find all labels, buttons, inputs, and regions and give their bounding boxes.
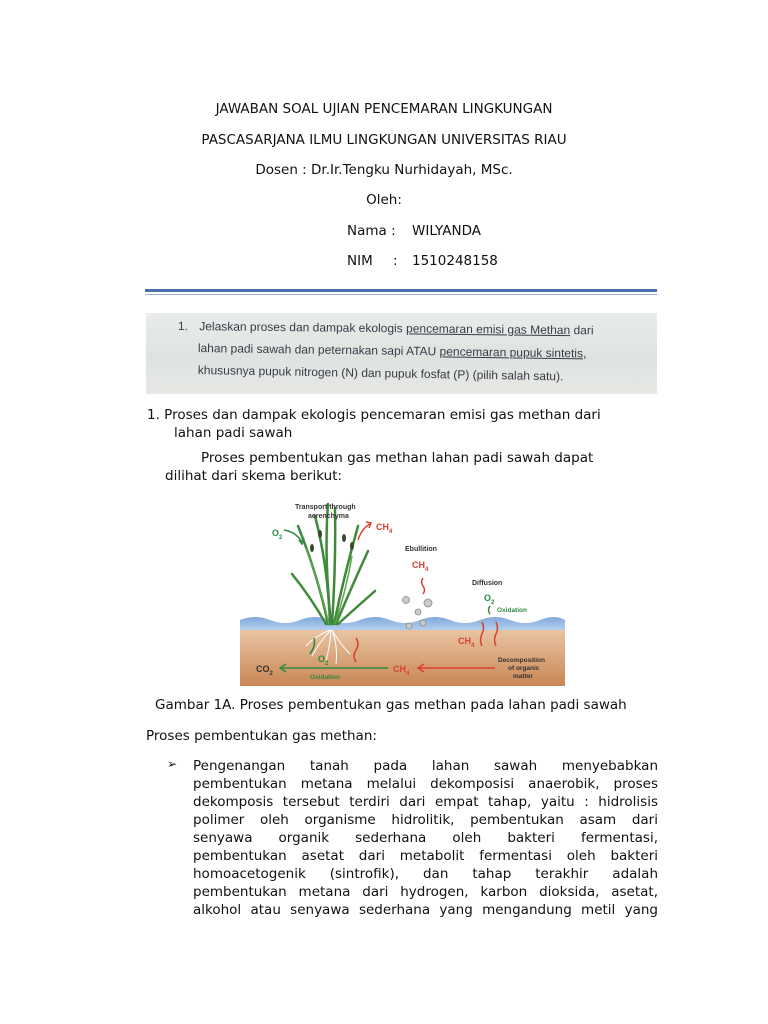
label-ch4-top: CH [376,522,389,532]
bullet-line: alkohol atau senyawa sederhana yang mengandung metil yang [193,902,658,918]
label-ch4-bottom: CH [393,664,406,674]
label-ebullition: Ebullition [405,546,437,553]
question-line2-pre: lahan padi sawah dan peternakan sapi ATAU [197,341,437,359]
svg-text:CH4: $CH_4$ [412,560,429,573]
question-line2-underlined: pencemaran pupuk sintetis, [439,344,587,361]
process-subheading: Proses pembentukan gas methan: [146,728,377,744]
label-transport-2: aerenchyma [308,513,349,520]
header-divider [145,289,657,292]
label-decomposition-2: of organic [508,665,540,672]
bullet-line: pembentukan metana dari hydrogen, karbon dioksida, asetat, [193,884,658,900]
answer-heading-line2: lahan padi sawah [174,425,293,441]
intro-line1: Proses pembentukan gas methan lahan padi sawah dapat [201,450,594,466]
label-co2: CO [256,664,270,674]
svg-text:Oxidation [497,607,527,614]
svg-text:CH4: $CH_4$ [393,664,410,677]
by-line: Oleh: [366,192,402,208]
svg-text:Decomposition [498,657,545,664]
bullet-paragraph [193,757,658,919]
label-oxidation-top: Oxidation [497,607,527,614]
answer-heading-line1: 1. Proses dan dampak ekologis pencemaran emisi gas methan dari [147,407,601,423]
svg-text:of organic [508,665,540,672]
question-line1-post: dari [573,323,594,338]
bullet-line: homoacetogenik (sintrofik), dan tahap terakhir adalah [193,866,658,882]
label-o2-top: O [272,528,280,538]
bullet-line: Pengenangan tanah pada lahan sawah menyebabkan [193,758,658,774]
nim-colon: : [393,253,398,269]
figure-caption: Gambar 1A. Proses pembentukan gas methan pada lahan padi sawah [155,697,627,713]
label-ch4-diffusion: CH [458,636,471,646]
label-transport-1: Transport through [295,504,356,511]
lecturer-line: Dosen : Dr.Ir.Tengku Nurhidayah, MSc. [255,162,513,178]
label-decomposition-3: matter [513,673,533,680]
nim-value: 1510248158 [412,253,498,269]
svg-text:O2: $O_2$ [484,593,495,606]
svg-text:Diffusion [472,580,502,587]
label-ch4-ebullition: CH [412,560,425,570]
bullet-line: pembentukan asetat dari metabolit fermentasi oleh bakteri [193,848,658,864]
question-line1-pre: Jelaskan proses dan dampak ekologis [199,319,403,336]
label-diffusion: Diffusion [472,580,503,587]
bullet-line: pembentukan metana melalui dekomposisi anaerobik, proses [193,776,658,792]
svg-text:O2: $O_2$ [272,528,283,541]
intro-line2: dilihat dari skema berikut: [165,468,343,484]
label-oxidation-bottom: Oxidation [310,674,340,681]
svg-text:Ebullition [405,546,437,553]
nim-label: NIM [347,253,373,269]
svg-text:CH4: $CH_4$ [458,636,475,649]
name-label: Nama : [347,223,396,239]
bullet-arrow-icon: ➢ [167,757,178,771]
document-title: JAWABAN SOAL UJIAN PENCEMARAN LINGKUNGAN [215,101,553,117]
bullet-line: senyawa organik sederhana oleh bakteri fermentasi, [193,830,658,846]
question-line3: khususnya pupuk nitrogen (N) dan pupuk fosfat (P) (pilih salah satu). [197,363,564,384]
svg-text:Oxidation [310,674,340,681]
label-o2-root: O [318,654,326,664]
bullet-line: dekomposis tersebut terdiri dari empat tahap, yaitu : hidrolisis [193,794,658,810]
question-photo [146,313,657,394]
label-decomposition-1: Decomposition [498,657,545,664]
name-value: WILYANDA [412,223,481,239]
svg-text:Transport through [295,504,356,511]
bullet-line: polimer oleh organisme hidrolitik, pembentukan asam dari [193,812,658,828]
institution-line: PASCASARJANA ILMU LINGKUNGAN UNIVERSITAS RIAU [201,132,567,148]
header-divider-thin [145,294,657,295]
svg-text:O2: $O_2$ [318,654,329,667]
question-line1-underlined: pencemaran emisi gas Methan [406,321,571,338]
svg-text:aerenchyma [308,513,349,520]
svg-text:CH4: $CH_4$ [376,522,393,535]
svg-text:matter [513,673,533,680]
svg-text:CO2: $CO_2$ [256,664,273,677]
label-o2-diffusion: O [484,593,492,603]
question-number: 1. [177,319,189,334]
methane-process-figure [240,496,565,686]
